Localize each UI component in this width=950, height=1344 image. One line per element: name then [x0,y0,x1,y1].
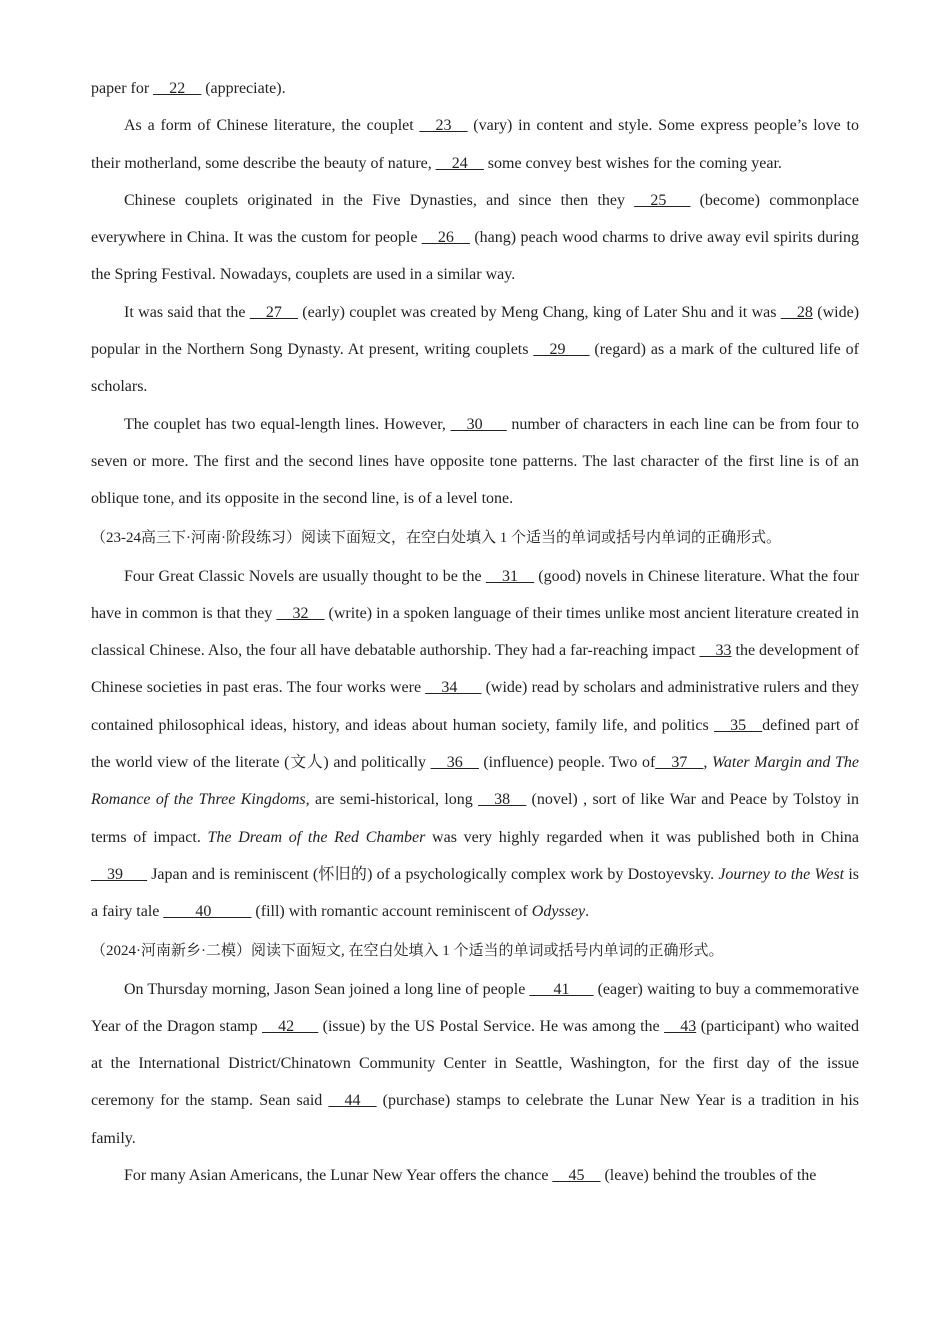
text-run: (write) in a spoken language of their times unlike most ancient literature created in classical Chinese. Also, the four all have debatable authorship. They had a far-reaching impact [91,604,859,660]
text-run: (wide) read by scholars and administrative rulers and they contained philosophical ideas, history, and ideas about human society, family life, and politics [91,679,859,734]
text-run: As a form of Chinese literature, the couplet [124,117,420,135]
blank-33: __33 [699,642,732,660]
text-run: (influence) people. Two of [478,754,656,772]
blank-34: __34___ [425,679,482,697]
text-run: was very highly regarded when it was published both in China [425,828,860,846]
text-run: (good) novels in Chinese literature. What the four have in common is that they [91,567,859,622]
blank-45: __45__ [552,1167,601,1185]
text-run: (purchase) stamps to celebrate the Lunar New Year is a tradition in his family. [91,1092,860,1147]
s3-paragraph-1 [91,971,859,1157]
blank-35: __35__ [714,716,763,734]
blank-39: __39___ [91,865,147,883]
italic-title: The Dream of the Red Chamber [207,828,426,846]
s1-paragraph-4 [91,406,859,518]
text-run: (hang) peach wood charms to drive away evil spirits during the Spring Festival. Nowadays, couplets are used in a similar way. [91,229,860,284]
text-run: It was said that the [124,303,250,321]
text-run: . [585,903,590,921]
text-run: is a fairy tale [91,865,860,921]
text-run: , [703,754,713,772]
text-run: Japan and is reminiscent (怀旧的) of a psychologically complex work by Dostoyevsky. [147,865,719,883]
s1-paragraph-0 [91,70,859,107]
s3-header: （2024·河南新乡·二模）阅读下面短文, 在空白处填入 1 个适当的单词或括号内单词的正确形式。 [91,942,724,959]
text-run: Chinese couplets originated in the Five Dynasties, and since then they [124,191,635,209]
text-run: the development of Chinese societies in past eras. The four works were [91,642,860,697]
text-run: defined part of the world view of the literate (文人) and politically [91,716,859,772]
blank-36: __36__ [430,754,479,772]
blank-42: __42___ [262,1017,319,1035]
document-page [91,70,859,1194]
s1-paragraph-3 [91,294,859,406]
text-run: (eager) waiting to buy a commemorative Year of the Dragon stamp [91,980,859,1035]
blank-40: ____40_____ [163,903,252,921]
s2-paragraph [91,558,859,931]
text-run: some convey best wishes for the coming year. [483,154,782,172]
blank-37: __37__ [655,754,704,772]
blank-30: __30___ [450,415,507,433]
text-run: Four Great Classic Novels are usually thought to be the [124,567,486,585]
blank-26: __26__ [421,229,470,247]
blank-29: __29___ [533,341,590,359]
text-run: (issue) by the US Postal Service. He was among the [318,1017,665,1035]
italic-title: Odyssey [531,903,586,921]
text-run: (become) commonplace everywhere in China. It was the custom for people [91,191,859,247]
text-run: (fill) with romantic account reminiscent of [251,903,532,921]
blank-25: __25___ [634,191,691,209]
blank-41: ___41___ [529,980,594,998]
s3-paragraph-2 [91,1157,859,1194]
text-run: For many Asian Americans, the Lunar New Year offers the chance [124,1167,553,1185]
text-run: (participant) who waited at the International District/Chinatown Community Center in Seattle, Washington, for the first day of the issue ceremony for the stamp. Sean said [91,1017,860,1110]
text-run: The couplet has two equal-length lines. However, [124,415,451,433]
text-run: (vary) in content and style. Some express people’s love to their motherland, some describe the beauty of nature, [91,117,859,172]
text-run: (novel) , sort of like War and Peace by Tolstoy in terms of impact. [91,791,860,846]
blank-32: __32__ [276,604,325,622]
blank-44: __44__ [328,1092,377,1110]
text-run: (wide) popular in the Northern Song Dynasty. At present, writing couplets [91,303,860,359]
text-run: (appreciate). [201,80,286,97]
blank-28: __28 [780,303,813,321]
text-run: (early) couplet was created by Meng Chang, king of Later Shu and it was [297,303,781,321]
text-run: On Thursday morning, Jason Sean joined a long line of people [124,980,530,998]
blank-24: __24__ [435,154,484,172]
s1-paragraph-2 [91,182,859,294]
text-run: , are semi-historical, long [305,791,479,809]
blank-27: __27__ [249,303,298,321]
text-run: (leave) behind the troubles of the [600,1167,817,1185]
italic-title: Water Margin and The Romance of the Three Kingdoms [91,754,859,809]
blank-31: __31__ [485,567,534,585]
text-run: number of characters in each line can be from four to seven or more. The first and the second lines have opposite tone patterns. The last character of the first line is of an oblique tone, and its opposite in the second line, is of a level tone. [91,415,859,508]
blank-43: __43 [664,1017,697,1035]
text-run: paper for [91,80,154,97]
text-run: (regard) as a mark of the cultured life of scholars. [91,341,860,396]
blank-38: __38__ [478,791,527,809]
s2-header: （23-24高三下·河南·阶段练习）阅读下面短文，在空白处填入 1 个适当的单词或括号内单词的正确形式。 [91,529,781,546]
blank-23: __23__ [419,117,468,135]
s1-paragraph-1 [91,107,859,182]
italic-title: Journey to the West [718,865,845,883]
blank-22: __22__ [153,80,202,97]
